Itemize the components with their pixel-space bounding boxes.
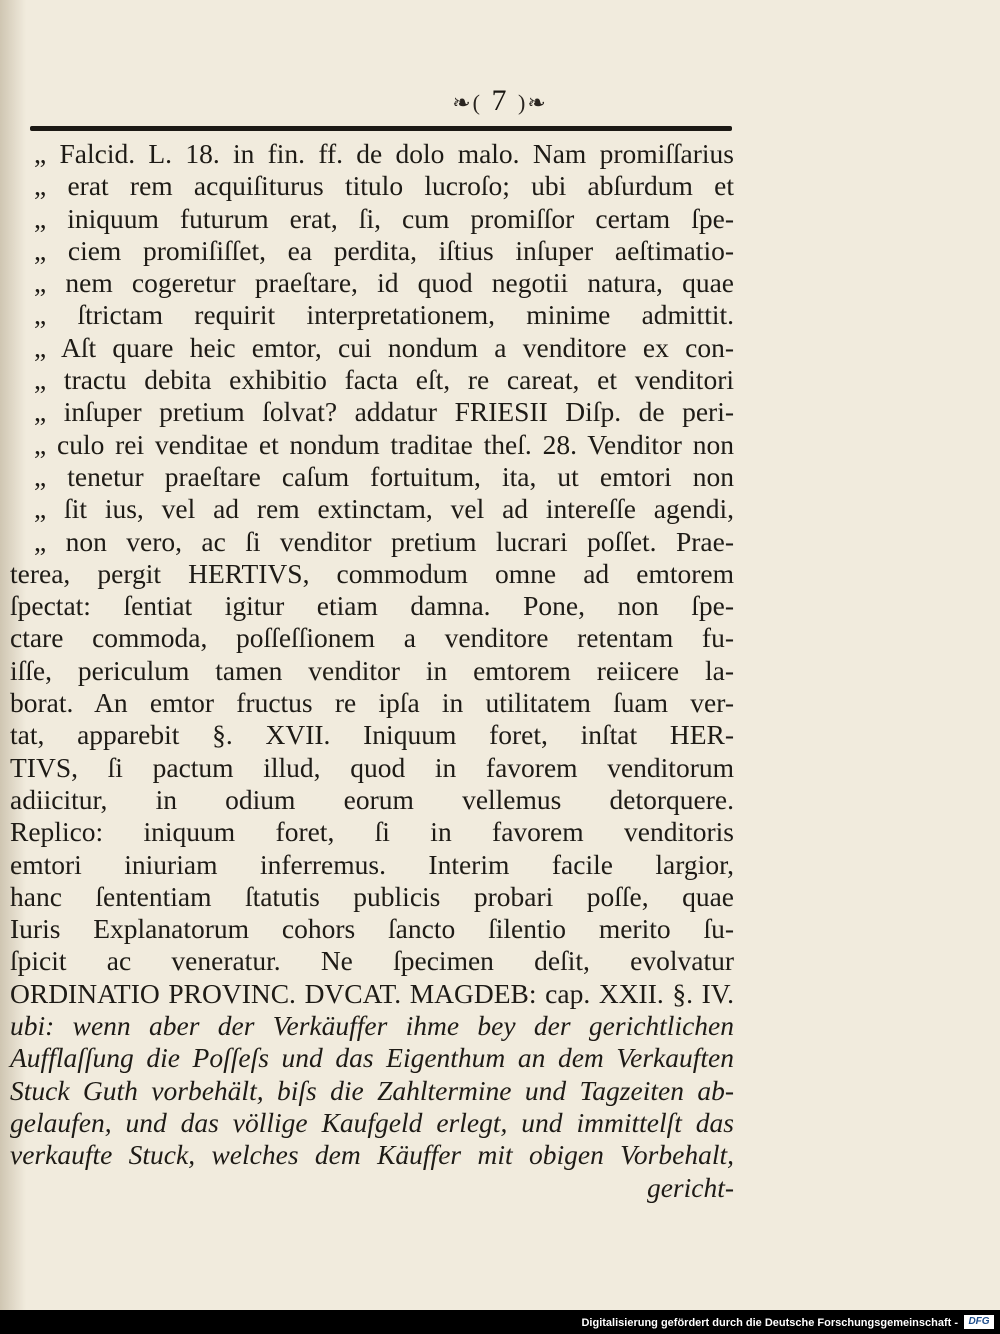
text-line: „ inſuper pretium ſolvat? addatur FRIESII Diſp. de peri-	[34, 396, 734, 428]
text-line: „ Falcid. L. 18. in fin. ff. de dolo malo. Nam promiſſarius	[34, 138, 734, 169]
text-line: borat. An emtor fructus re ipſa in utilitatem ſuam ver-	[10, 687, 734, 719]
text-line: adiicitur, in odium eorum vellemus detorquere.	[10, 783, 734, 815]
text-line: emtori iniuriam inferremus. Interim facile largior,	[10, 848, 734, 880]
text-line: ctare commoda, poſſeſſionem a venditore retentam fu-	[10, 622, 734, 654]
text-line: Aufflaſſung die Poſſeſs und das Eigenthum an dem Verkauften	[10, 1042, 734, 1074]
page-number: 7	[491, 84, 509, 117]
header-rule	[30, 126, 732, 131]
text-line: iſſe, periculum tamen venditor in emtorem reiicere la-	[10, 654, 734, 686]
text-line: „ iniquum futurum erat, ſi, cum promiſſor certam ſpe-	[34, 202, 734, 234]
text-line: „ tractu debita exhibitio facta eſt, re careat, et venditori	[34, 364, 734, 396]
text-line: Replico: iniquum foret, ſi in favorem venditoris	[10, 816, 734, 848]
left-ornament: ❧(	[452, 90, 482, 115]
text-line: ſpicit ac veneratur. Ne ſpecimen deſit, evolvatur	[10, 945, 734, 977]
footer-bar	[0, 1310, 1000, 1334]
page-header	[0, 84, 1000, 118]
text-line: „ ciem promiſiſſet, ea perdita, iſtius inſuper aeſtimatio-	[34, 234, 734, 266]
text-line: TIVS, ſi pactum illud, quod in favorem venditorum	[10, 751, 734, 783]
text-line: „ Aſt quare heic emtor, cui nondum a venditore ex con-	[34, 331, 734, 363]
footer-credit: Digitalisierung gefördert durch die Deutsche Forschungsgemeinschaft -	[581, 1317, 958, 1329]
text-line: „ nem cogeretur praeſtare, id quod negotii natura, quae	[34, 267, 734, 299]
text-line: „ non vero, ac ſi venditor pretium lucrari poſſet. Prae-	[34, 525, 734, 557]
text-line: terea, pergit HERTIVS, commodum omne ad emtorem	[10, 557, 734, 589]
text-line: ſpectat: ſentiat igitur etiam damna. Pone, non ſpe-	[10, 590, 734, 622]
text-line: „ culo rei venditae et nondum traditae theſ. 28. Venditor non	[34, 428, 734, 460]
text-line: verkaufte Stuck, welches dem Käuffer mit obigen Vorbehalt,	[10, 1139, 734, 1171]
text-line: „ ſit ius, vel ad rem extinctam, vel ad intereſſe agendi,	[34, 493, 734, 525]
text-line: „ ſtrictam requirit interpretationem, minime admittit.	[34, 299, 734, 331]
text-line: tat, apparebit §. XVII. Iniquum foret, inſtat HER-	[10, 719, 734, 751]
text-line: „ erat rem acquiſiturus titulo lucroſo; ubi abſurdum et	[34, 170, 734, 202]
text-line: hanc ſententiam ſtatutis publicis probari poſſe, quae	[10, 880, 734, 912]
text-line: Stuck Guth vorbehält, biſs die Zahltermine und Tagzeiten ab-	[10, 1074, 734, 1106]
text-line: gelaufen, und das völlige Kaufgeld erlegt, und immittelſt das	[10, 1106, 734, 1138]
right-ornament: )❧	[518, 90, 548, 115]
text-line: ubi: wenn aber der Verkäuffer ihme bey der gerichtlichen	[10, 1010, 734, 1042]
text-line: ORDINATIO PROVINC. DVCAT. MAGDEB: cap. XXII. §. IV.	[10, 977, 734, 1009]
text-line: „ tenetur praeſtare caſum fortuitum, ita, ut emtori non	[34, 460, 734, 492]
catchword: gericht-	[646, 1171, 734, 1203]
text-line: Iuris Explanatorum cohors ſancto ſilentio merito ſu-	[10, 913, 734, 945]
body-text	[10, 138, 734, 1204]
dfg-logo-icon: DFG	[964, 1315, 994, 1329]
